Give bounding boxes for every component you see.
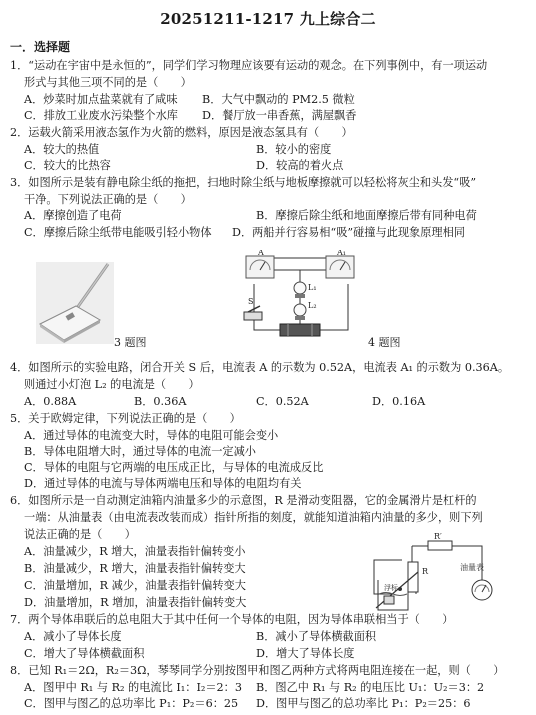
q1-option-b[interactable]: B．大气中飘动的 PM2.5 微粒 <box>202 93 355 106</box>
q7-option-d[interactable]: D．增大了导体长度 <box>256 647 355 660</box>
q4-stem-line1: 4．如图所示的实验电路，闭合开关 S 后，电流表 A 的示数为 0.52A，电流表 A₁ 的示数为 0.36A。 <box>10 361 510 374</box>
ammeter-a-label: A <box>258 250 264 257</box>
q7-stem: 7．两个导体串联后的总电阻大于其中任何一个导体的电阻，因为导体串联相当于（ ） <box>10 613 454 626</box>
q7-option-b[interactable]: B．减小了导体横截面积 <box>256 630 377 643</box>
q6-option-b[interactable]: B．油量减少，R 增大，油量表指针偏转变大 <box>24 562 246 575</box>
q2-option-c[interactable]: C．较大的比热容 <box>24 159 111 172</box>
q6-option-d[interactable]: D．油量增加，R 增加，油量表指针偏转变大 <box>24 596 247 609</box>
q4-option-d[interactable]: D．0.16A <box>372 395 426 408</box>
q3-stem-line2: 干净。下列说法正确的是（ ） <box>24 193 192 206</box>
q2-stem: 2．运载火箭采用液态氢作为火箭的燃料，原因是液态氢具有（ ） <box>10 126 353 139</box>
page-title: 20251211-1217 九上综合二 <box>160 10 376 28</box>
q8-stem: 8．已知 R₁＝2Ω，R₂＝3Ω，琴琴同学分别按图甲和图乙两种方式将两电阻连接在一起，则（ ） <box>10 664 505 677</box>
q8-option-b[interactable]: B．图乙中 R₁ 与 R₂ 的电压比 U₁：U₂＝3：2 <box>256 681 485 694</box>
q4-option-a[interactable]: A．0.88A <box>24 395 77 408</box>
q2-option-b[interactable]: B．较小的密度 <box>256 143 332 156</box>
fig3-caption: 3 题图 <box>114 336 147 349</box>
oil-meter-label: 油量表 <box>460 563 484 572</box>
q1-option-a[interactable]: A．炒菜时加点盐菜就有了咸味 <box>24 93 178 106</box>
oil-gauge-figure <box>372 532 496 612</box>
q2-option-a[interactable]: A．较大的热值 <box>24 143 100 156</box>
q8-option-d[interactable]: D．图甲与图乙的总功率比 P₁：P₂＝25：6 <box>256 697 471 710</box>
q5-stem: 5．关于欧姆定律，下列说法正确的是（ ） <box>10 412 241 425</box>
mop-figure <box>36 262 114 344</box>
switch-s-label: S <box>248 297 254 306</box>
q1-stem-line2: 形式与其他三项不同的是（ ） <box>24 76 192 89</box>
q8-option-c[interactable]: C．图甲与图乙的总功率比 P₁：P₂＝6：25 <box>24 697 239 710</box>
q4-stem-line2: 则通过小灯泡 L₂ 的电流是（ ） <box>24 378 200 391</box>
float-label: 浮标 <box>384 584 398 592</box>
q4-option-c[interactable]: C．0.52A <box>256 395 309 408</box>
q6-option-c[interactable]: C．油量增加，R 减少，油量表指针偏转变大 <box>24 579 246 592</box>
ammeter-a1-label: A₁ <box>337 250 346 257</box>
q1-stem-line1: 1．“运动在宇宙中是永恒的”，同学们学习物理应该要有运动的观念。在下列事例中，有一项运动 <box>10 59 488 72</box>
q6-stem-line2: 一端：从油量表（由电流表改装而成）指针所指的刻度，就能知道油箱内油量的多少，则下列 <box>24 511 483 524</box>
q1-option-c[interactable]: C．排放工业废水污染整个水库 <box>24 109 178 122</box>
q8-option-a[interactable]: A．图甲中 R₁ 与 R₂ 的电流比 I₁：I₂＝2：3 <box>24 681 242 694</box>
q3-option-d[interactable]: D．两船并行容易相“吸”碰撞与此现象原理相同 <box>232 226 465 239</box>
q3-option-b[interactable]: B．摩擦后除尘纸和地面摩擦后带有同种电荷 <box>256 209 477 222</box>
q5-option-b[interactable]: B．导体电阻增大时，通过导体的电流一定减小 <box>24 445 256 458</box>
q3-stem-line1: 3．如图所示是装有静电除尘纸的拖把，扫地时除尘纸与地板摩擦就可以轻松将灰尘和头发“吸” <box>10 176 477 189</box>
q3-option-a[interactable]: A．摩擦创造了电荷 <box>24 209 122 222</box>
lamp-l2-label: L₂ <box>308 301 317 310</box>
q3-option-c[interactable]: C．摩擦后除尘纸带电能吸引轻小物体 <box>24 226 212 239</box>
q5-option-a[interactable]: A．通过导体的电流变大时，导体的电阻可能会变小 <box>24 429 279 442</box>
section-heading: 一．选择题 <box>10 40 71 54</box>
lamp-l1-label: L₁ <box>308 283 317 292</box>
circuit-figure <box>240 250 364 346</box>
r-label: R <box>422 567 429 576</box>
q6-stem-line3: 说法正确的是（ ） <box>24 528 136 541</box>
q1-option-d[interactable]: D．餐厅放一串香蕉，满屋飘香 <box>202 109 357 122</box>
q5-option-d[interactable]: D．通过导体的电流与导体两端电压和导体的电阻均有关 <box>24 477 302 490</box>
fig4-caption: 4 题图 <box>368 336 401 349</box>
q2-option-d[interactable]: D．较高的着火点 <box>256 159 344 172</box>
q7-option-c[interactable]: C．增大了导体横截面积 <box>24 647 145 660</box>
q4-option-b[interactable]: B．0.36A <box>134 395 187 408</box>
q5-option-c[interactable]: C．导体的电阻与它两端的电压成正比，与导体的电流成反比 <box>24 461 324 474</box>
r-prime-label: R′ <box>434 532 442 541</box>
q7-option-a[interactable]: A．减小了导体长度 <box>24 630 122 643</box>
q6-option-a[interactable]: A．油量减少，R 增大，油量表指针偏转变小 <box>24 545 246 558</box>
q6-stem-line1: 6．如图所示是一自动测定油箱内油量多少的示意图，R 是滑动变阻器，它的金属滑片是杠杆的 <box>10 494 477 507</box>
